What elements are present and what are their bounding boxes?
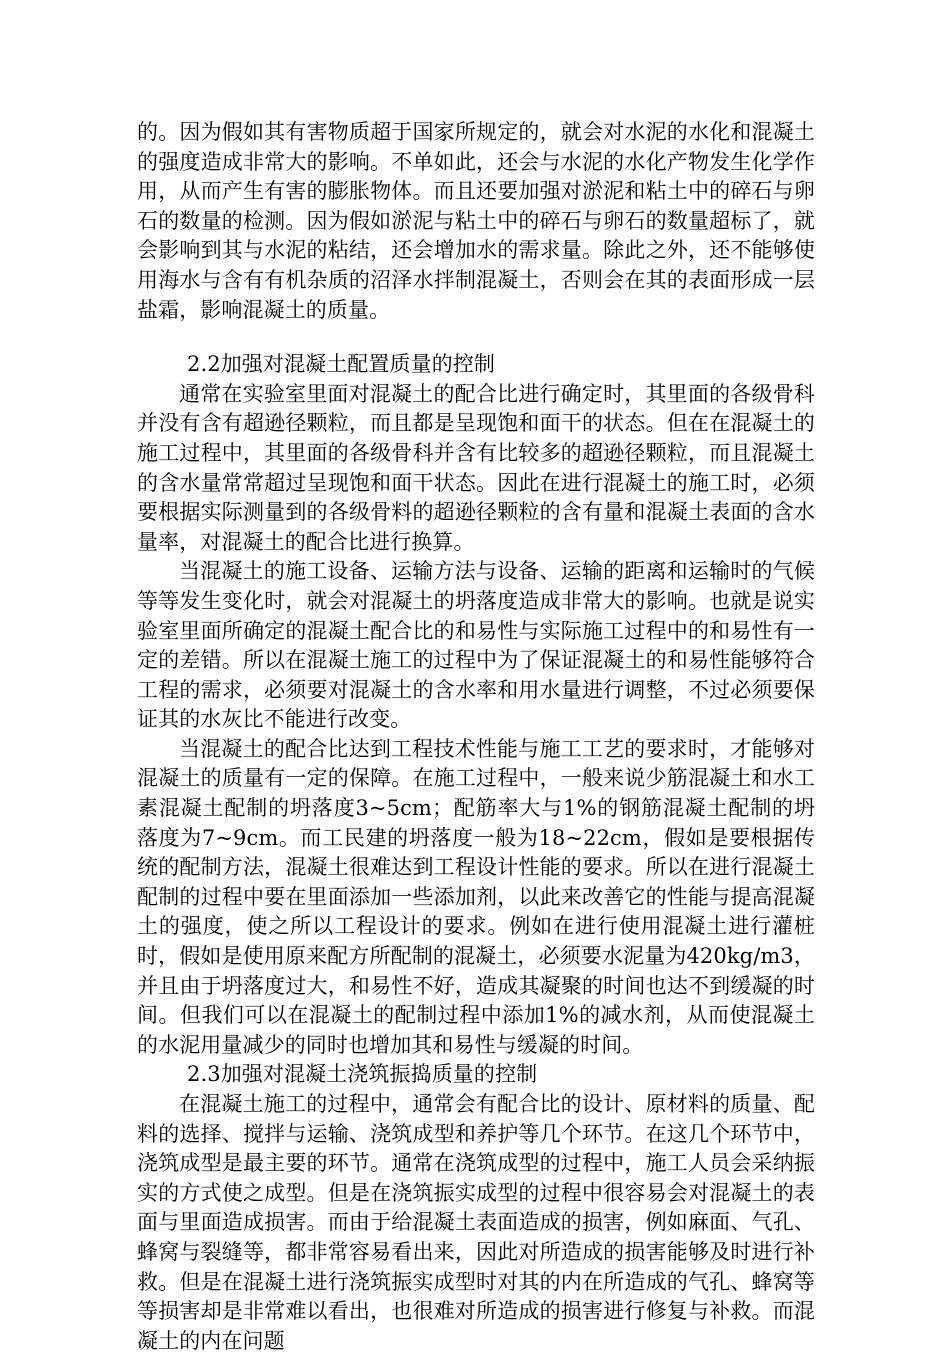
document-page bbox=[137, 118, 815, 1356]
paragraph: 在混凝土施工的过程中，通常会有配合比的设计、原材料的质量、配料的选择、搅拌与运输、浇筑成型和养护等几个环节。在这几个环节中，浇筑成型是最主要的环节。通常在浇筑成型的过程中，施工人员会采纳振实的方式使之成型。但是在浇筑振实成型的过程中很容易会对混凝土的表面与里面造成损害。而由于给混凝土表面造成的损害，例如麻面、气孔、蜂窝与裂缝等，都非常容易看出来，因此对所造成的损害能够及时进行补救。但是在混凝土进行浇筑振实成型时对其的内在所造成的气孔、蜂窝等等损害却是非常难以看出，也很难对所造成的损害进行修复与补救。而混凝土的内在问题 bbox=[137, 1092, 815, 1353]
paragraph: 通常在实验室里面对混凝土的配合比进行确定时，其里面的各级骨科并没有含有超逊径颗粒，而且都是呈现饱和面干的状态。但在在混凝土的施工过程中，其里面的各级骨科并含有比较多的超逊径颗粒，而且混凝土的含水量常常超过呈现饱和面干状态。因此在进行混凝土的施工时，必须要根据实际测量到的各级骨料的超逊径颗粒的含有量和混凝土表面的含水量率，对混凝土的配合比进行换算。 bbox=[137, 381, 815, 554]
paragraph: 当混凝土的配合比达到工程技术性能与施工工艺的要求时，才能够对混凝土的质量有一定的保障。在施工过程中，一般来说少筋混凝土和水工素混凝土配制的坍落度3~5cm；配筋率大与1%的钢筋混凝土配制的坍落度为7~9cm。而工民建的坍落度一般为18~22cm，假如是要根据传统的配制方法，混凝土很难达到工程设计性能的要求。所以在进行混凝土配制的过程中要在里面添加一些添加剂，以此来改善它的性能与提高混凝土的强度，使之所以工程设计的要求。例如在进行使用混凝土进行灌桩时，假如是使用原来配方所配制的混凝土，必须要水泥量为420kg/m3，并且由于坍落度过大，和易性不好，造成其凝聚的时间也达不到缓凝的时间。但我们可以在混凝土的配制过程中添加1%的减水剂，从而使混凝土的水泥用量减少的同时也增加其和易性与缓凝的时间。 bbox=[137, 736, 815, 1057]
paragraph-continued: 的。因为假如其有害物质超于国家所规定的，就会对水泥的水化和混凝土的强度造成非常大的影响。不单如此，还会与水泥的水化产物发生化学作用，从而产生有害的膨胀物体。而且还要加强对淤泥和粘土中的碎石与卵石的数量的检测。因为假如淤泥与粘土中的碎石与卵石的数量超标了，就会影响到其与水泥的粘结，还会增加水的需求量。除此之外，还不能够使用海水与含有有机杂质的沼泽水拌制混凝土，否则会在其的表面形成一层盐霜，影响混凝土的质量。 bbox=[137, 120, 815, 322]
section-heading-2-2: 2.2加强对混凝土配置质量的控制 bbox=[187, 352, 495, 377]
paragraph: 当混凝土的施工设备、运输方法与设备、运输的距离和运输时的气候等等发生变化时，就会对混凝土的坍落度造成非常大的影响。也就是说实验室里面所确定的混凝土配合比的和易性与实际施工过程中的和易性有一定的差错。所以在混凝土施工的过程中为了保证混凝土的和易性能够符合工程的需求，必须要对混凝土的含水率和用水量进行调整，不过必须要保证其的水灰比不能进行改变。 bbox=[137, 559, 815, 732]
section-heading-2-3: 2.3加强对混凝土浇筑振捣质量的控制 bbox=[187, 1062, 538, 1087]
